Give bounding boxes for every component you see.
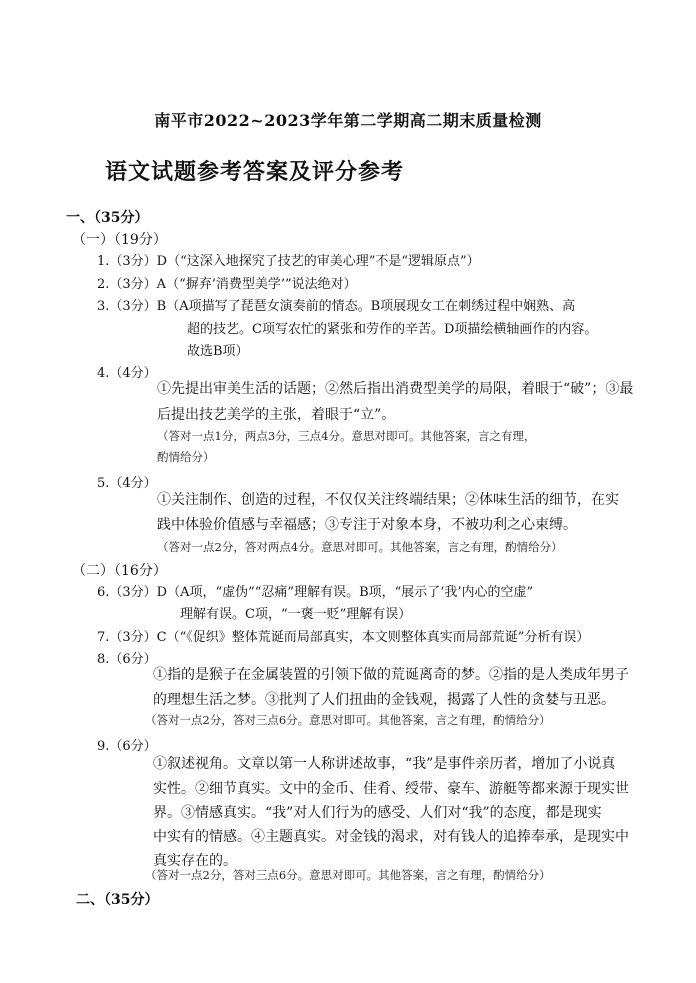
answer-q8-line1: ①指的是猴子在金属装置的引领下做的荒诞离奇的梦。②指的是人类成年男子 xyxy=(153,667,629,683)
scoring-note-q9: （答对一点2分，答对三点6分。意思对即可。其他答案，言之有理，酌情给分） xyxy=(145,868,551,882)
answer-q1: 1.（3分）D（“这深入地探究了技艺的审美心理”不是“逻辑原点”） xyxy=(97,254,480,269)
answer-q8-line2: 的理想生活之梦。③批判了人们扭曲的金钱观，揭露了人性的贪婪与丑恶。 xyxy=(153,692,615,708)
answer-q9-label: 9.（6分） xyxy=(97,739,157,754)
answer-q8-label: 8.（6分） xyxy=(97,652,157,667)
page-subtitle: 语文试题参考答案及评分参考 xyxy=(105,159,405,185)
scoring-note-q8: （答对一点2分，答对三点6分。意思对即可。其他答案，言之有理，酌情给分） xyxy=(145,713,551,727)
answer-q2: 2.（3分）A（“摒弃‘消费型美学’”说法绝对） xyxy=(97,277,357,292)
section-two-heading: 二、（35分） xyxy=(76,892,159,908)
answer-q9-line1: ①叙述视角。文章以第一人称讲述故事，“我”是事件亲历者，增加了小说真 xyxy=(153,756,616,772)
answer-q4-label: 4.（4分） xyxy=(97,366,157,381)
part-two-heading: （二）（16分） xyxy=(72,563,167,579)
answer-q6-line1: 6.（3分）D（A项，“虚伪”“忍痛”理解有误。B项，“展示了‘我’内心的空虚” xyxy=(97,585,534,600)
scoring-note-q4-line2: 酌情给分） xyxy=(157,450,215,464)
section-one-heading: 一、（35分） xyxy=(66,210,149,226)
answer-q6-line2: 理解有误。C项，“一褒一贬”理解有误） xyxy=(180,607,412,622)
exam-title: 南平市2022~2023学年第二学期高二期末质量检测 xyxy=(154,111,542,130)
answer-q3-line2: 超的技艺。C项写农忙的紧张和劳作的辛苦。D项描绘横轴画作的内容。 xyxy=(187,322,598,337)
answer-q7: 7.（3分）C（“《促织》整体荒诞而局部真实，本文则整体真实而局部荒诞”分析有误） xyxy=(97,630,590,645)
answer-q4-line1: ①先提出审美生活的话题；②然后指出消费型美学的局限，着眼于“破”；③最 xyxy=(157,381,634,397)
part-one-heading: （一）（19分） xyxy=(72,232,167,248)
answer-q5-line2: 践中体验价值感与幸福感；③专注于对象本身，不被功利之心束缚。 xyxy=(157,517,577,533)
answer-q9-line3: 界。③情感真实。“我”对人们行为的感受、人们对“我”的态度，都是现实 xyxy=(153,805,602,821)
answer-q5-label: 5.（4分） xyxy=(97,476,157,491)
answer-q9-line2: 实性。②细节真实。文中的金币、佳肴、绶带、豪车、游艇等都来源于现实世 xyxy=(153,781,629,797)
scoring-note-q4-line1: （答对一点1分，两点3分，三点4分。意思对即可。其他答案，言之有理， xyxy=(157,429,536,443)
answer-q9-line4: 中实有的情感。④主题真实。对金钱的渴求，对有钱人的追捧奉承，是现实中 xyxy=(153,829,629,845)
answer-q3-line1: 3.（3分）B（A项描写了琵琶女演奏前的情态。B项展现女工在刺绣过程中娴熟、高 xyxy=(97,299,576,314)
answer-q9-line5: 真实存在的。 xyxy=(153,853,237,869)
answer-q5-line1: ①关注制作、创造的过程，不仅仅关注终端结果；②体味生活的细节，在实 xyxy=(157,492,619,508)
answer-q3-line3: 故选B项） xyxy=(187,344,249,359)
answer-q4-line2: 后提出技艺美学的主张，着眼于“立”。 xyxy=(157,407,396,423)
scoring-note-q5: （答对一点2分，答对两点4分。意思对即可。其他答案，言之有理，酌情给分） xyxy=(157,540,563,554)
